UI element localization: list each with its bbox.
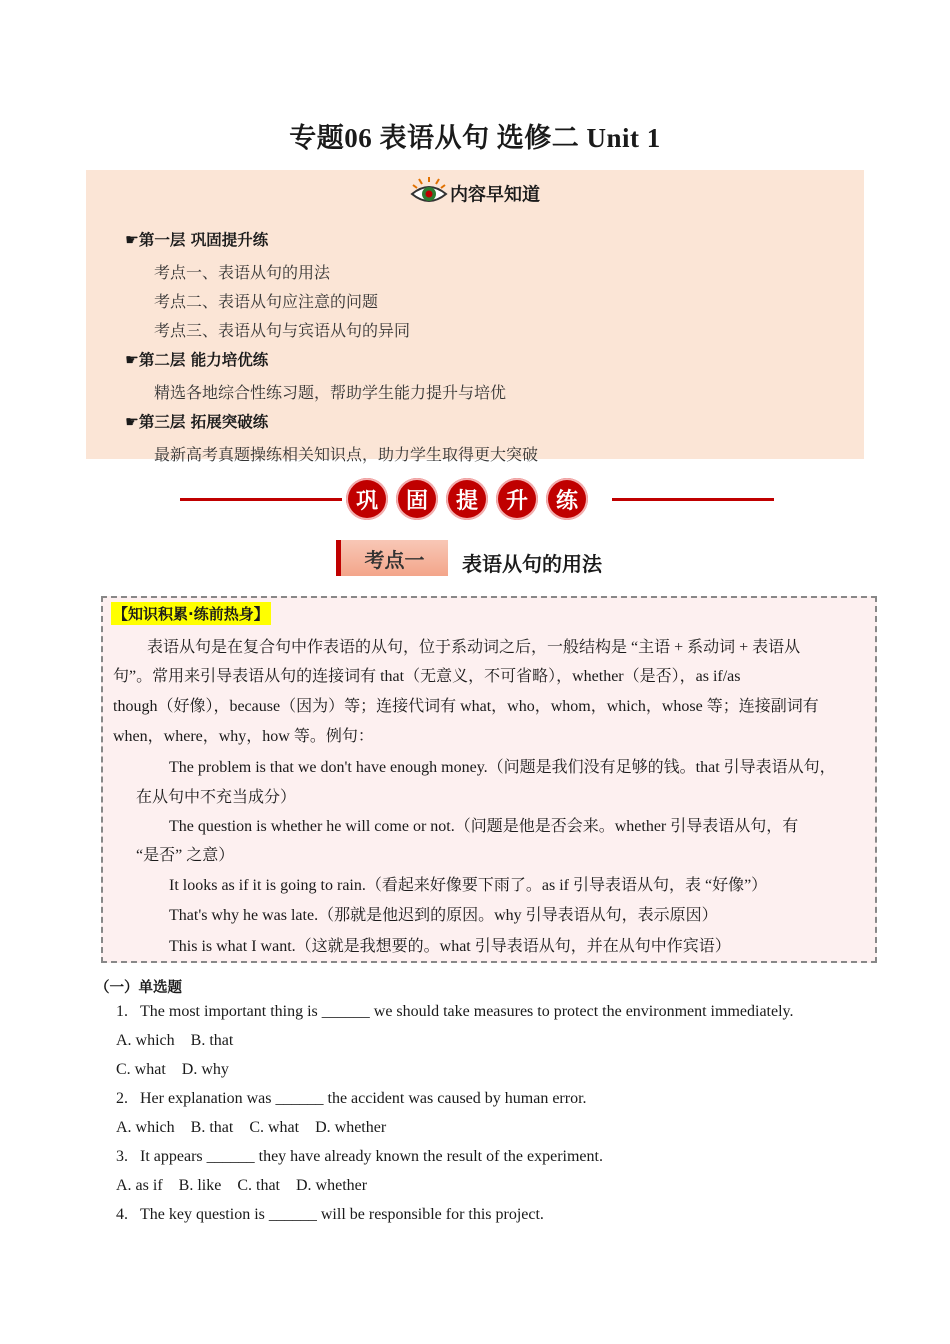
banner-char: 升	[496, 478, 538, 520]
knowledge-tag: 【知识积累·练前热身】	[111, 602, 271, 625]
section-banner	[0, 478, 950, 522]
banner-char: 练	[546, 478, 588, 520]
layer-3-desc: 最新高考真题操练相关知识点，助力学生取得更大突破	[154, 447, 539, 464]
example-line: That's why he was late.（那就是他迟到的原因。why 引导表语从句，表示原因）	[169, 907, 718, 924]
banner-line-left	[180, 498, 342, 501]
knowledge-line: 表语从句是在复合句中作表语的从句，位于系动词之后，一般结构是 “主语 + 系动词 + 表语从	[147, 639, 801, 656]
knowledge-line: though（好像），because（因为）等；连接代词有 what，who，whom，which，whose 等；连接副词有	[113, 698, 819, 715]
knowledge-line: 句”。常用来引导表语从句的连接词有 that（无意义，不可省略），whether（是否），as if/as	[113, 668, 741, 685]
layer-2-label: ☛第二层 能力培优练	[125, 351, 269, 369]
kaodian-1-item: 考点一、表语从句的用法	[154, 265, 331, 282]
banner-line-right	[612, 498, 774, 501]
example-line: 在从句中不充当成分）	[136, 789, 297, 806]
banner-char: 巩	[346, 478, 388, 520]
banner-char: 固	[396, 478, 438, 520]
kaodian-2-item: 考点二、表语从句应注意的问题	[154, 294, 379, 311]
kaodian-title: 表语从句的用法	[462, 552, 602, 576]
banner-char: 提	[446, 478, 488, 520]
question-stem: 1. The most important thing is ______ we should take measures to protect the environment immediately.	[116, 1003, 794, 1020]
example-line: The question is whether he will come or not.（问题是他是否会来。whether 引导表语从句，有	[169, 818, 799, 835]
eye-icon	[410, 176, 448, 211]
question-stem: 2. Her explanation was ______ the accident was caused by human error.	[116, 1090, 587, 1107]
section-heading: （一）单选题	[95, 980, 182, 996]
question-options: A. which B. that C. what D. whether	[116, 1119, 387, 1136]
layer-2-desc: 精选各地综合性练习题，帮助学生能力提升与培优	[154, 385, 507, 402]
question-options: A. which B. that	[116, 1032, 234, 1049]
example-line: “是否” 之意）	[136, 847, 235, 864]
question-stem: 4. The key question is ______ will be responsible for this project.	[116, 1206, 544, 1223]
kaodian-tag: 考点一	[336, 540, 448, 576]
layer-1-label: ☛第一层 巩固提升练	[125, 231, 269, 249]
example-line: The problem is that we don't have enough money.（问题是我们没有足够的钱。that 引导表语从句，	[169, 759, 836, 776]
layer-3-label: ☛第三层 拓展突破练	[125, 413, 269, 431]
question-options: C. what D. why	[116, 1061, 229, 1078]
knowledge-line: when，where，why，how 等。例句：	[113, 728, 374, 745]
overview-heading: 内容早知道	[0, 176, 950, 211]
question-options: A. as if B. like C. that D. whether	[116, 1177, 368, 1194]
kaodian-3-item: 考点三、表语从句与宾语从句的异同	[154, 323, 411, 340]
example-line: It looks as if it is going to rain.（看起来好像要下雨了。as if 引导表语从句，表 “好像”）	[169, 877, 768, 894]
example-line: This is what I want.（这就是我想要的。what 引导表语从句，并在从句中作宾语）	[169, 938, 731, 955]
question-stem: 3. It appears ______ they have already known the result of the experiment.	[116, 1148, 603, 1165]
page-title: 专题06 表语从句 选修二 Unit 1	[289, 123, 661, 153]
